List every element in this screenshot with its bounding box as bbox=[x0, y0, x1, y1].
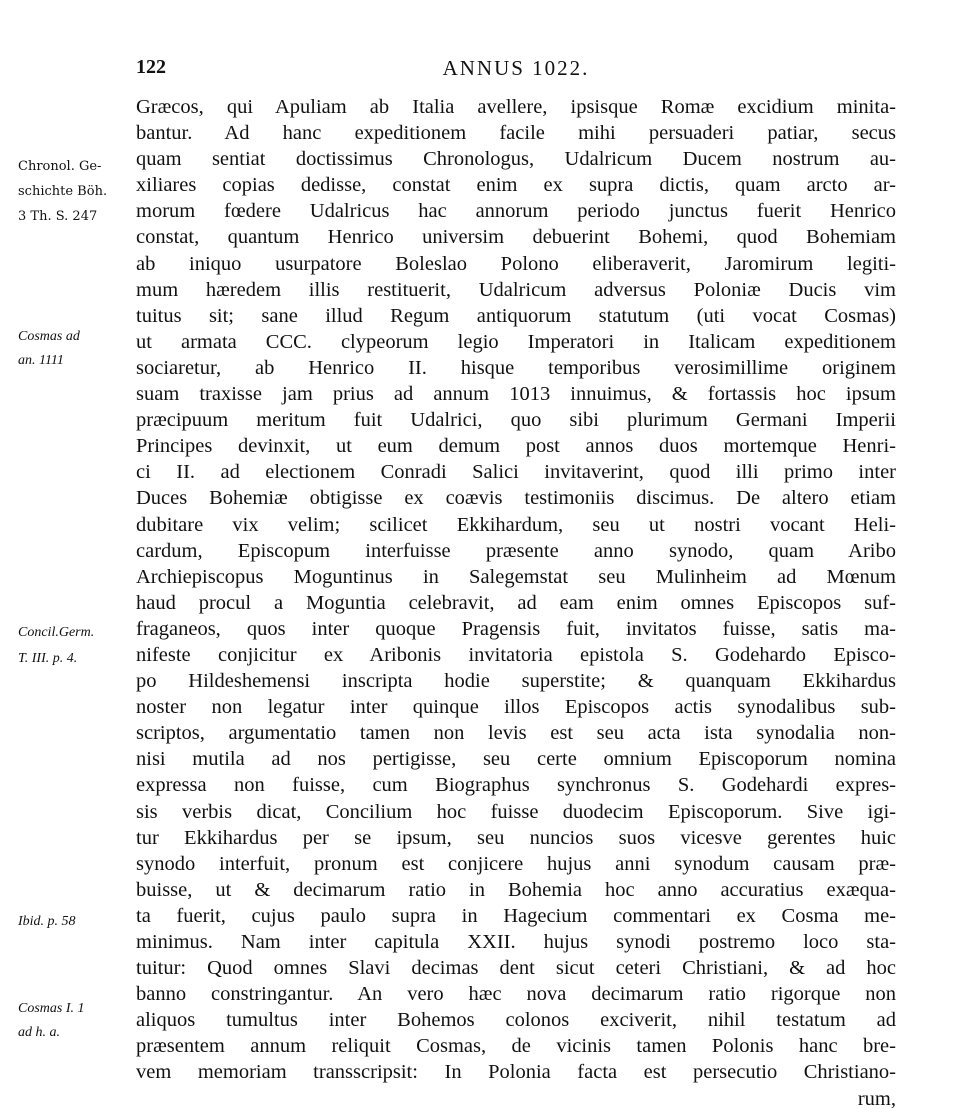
text-line: cardum, Episcopum interfuisse præsente anno synodo, quam Aribo bbox=[136, 539, 896, 562]
text-line: bantur. Ad hanc expeditionem facile mihi persuaderi patiar, secus bbox=[136, 122, 896, 145]
margin-note: Chronol. Ge- bbox=[18, 159, 102, 174]
running-head: ANNUS 1022. bbox=[442, 56, 590, 80]
text-line: expressa non fuisse, cum Biographus synchronus S. Godehardi expres- bbox=[136, 774, 896, 797]
text-line: aliquos tumultus inter Bohemos colonos exciverit, nihil testatum ad bbox=[136, 1009, 896, 1032]
text-line: præcipuum meritum fuit Udalrici, quo sibi plurimum Germani Imperii bbox=[136, 409, 896, 432]
text-line: xiliares copias dedisse, constat enim ex supra dictis, quam arcto ar- bbox=[136, 174, 896, 197]
text-line: fraganeos, quos inter quoque Pragensis fuit, invitatos fuisse, satis ma- bbox=[136, 617, 896, 640]
text-line: Principes devinxit, ut eum demum post annos duos mortemque Henri- bbox=[136, 435, 896, 458]
margin-note: Concil.Germ. bbox=[18, 625, 95, 640]
margin-note: schichte Böh. bbox=[18, 184, 108, 199]
text-line: nisi mutila ad nos pertigisse, seu certe omnium Episcoporum nomina bbox=[136, 748, 896, 771]
text-line: vem memoriam transscripsit: In Polonia facta est persecutio Christiano- bbox=[136, 1061, 896, 1084]
text-line: constat, quantum Henrico universim debuerint Bohemi, quod Bohemiam bbox=[136, 226, 896, 249]
text-line: suam traxisse jam prius ad annum 1013 innuimus, & fortassis hoc ipsum bbox=[136, 383, 896, 406]
text-line: ut armata CCC. clypeorum legio Imperatori in Italicam expeditionem bbox=[136, 330, 896, 353]
text-line: ab iniquo usurpatore Boleslao Polono eliberaverit, Jaromirum legiti- bbox=[136, 252, 896, 275]
text-line: ci II. ad electionem Conradi Salici invitaverint, quod illi primo inter bbox=[136, 461, 896, 484]
text-line: minimus. Nam inter capitula XXII. hujus synodi postremo loco sta- bbox=[136, 931, 896, 953]
text-line: quam sentiat doctissimus Chronologus, Udalricum Ducem nostrum au- bbox=[136, 148, 896, 171]
margin-note: ad h. a. bbox=[18, 1025, 60, 1040]
text-line: synodo interfuit, pronum est conjicere hujus anni synodum causam præ- bbox=[136, 852, 896, 875]
text-line: sis verbis dicat, Concilium hoc fuisse duodecim Episcoporum. Sive igi- bbox=[136, 800, 896, 823]
text-line: sociaretur, ab Henrico II. hisque temporibus verosimillime originem bbox=[136, 356, 896, 379]
text-line: tuitus sit; sane illud Regum antiquorum statutum (uti vocat Cosmas) bbox=[136, 304, 896, 327]
text-line: noster non legatur inter quinque illos Episcopos actis synodalibus sub- bbox=[136, 696, 896, 719]
text-line: dubitare vix velim; scilicet Ekkihardum, seu ut nostri vocant Heli- bbox=[136, 513, 896, 536]
margin-note: Cosmas ad bbox=[18, 329, 80, 344]
text-line: buisse, ut & decimarum ratio in Bohemia hoc anno accuratius exæqua- bbox=[136, 878, 896, 901]
text-line: Duces Bohemiæ obtigisse ex coævis testimoniis discimus. De altero etiam bbox=[136, 487, 896, 510]
body-text bbox=[136, 94, 896, 1112]
margin-notes bbox=[0, 0, 130, 1110]
text-line: nifeste conjicitur ex Aribonis invitatoria epistola S. Godehardo Episco- bbox=[136, 643, 896, 666]
text-line: tuitur: Quod omnes Slavi decimas dent sicut ceteri Christiani, & ad hoc bbox=[136, 957, 896, 980]
text-line: mum hæredem illis restituerit, Udalricum adversus Poloniæ Ducis vim bbox=[136, 278, 896, 301]
text-line: morum fœdere Udalricus hac annorum periodo junctus fuerit Henrico bbox=[136, 200, 896, 223]
text-line: rum, bbox=[857, 1087, 896, 1110]
text-line: haud procul a Moguntia celebravit, ad eam enim omnes Episcopos suf- bbox=[136, 591, 896, 614]
page-header bbox=[136, 56, 896, 86]
text-line: ta fuerit, cujus paulo supra in Hagecium commentari ex Cosma me- bbox=[136, 904, 896, 927]
margin-note: an. 1111 bbox=[18, 353, 64, 368]
text-line: Græcos, qui Apuliam ab Italia avellere, ipsisque Romæ excidium minita- bbox=[136, 96, 896, 118]
text-line: tur Ekkihardus per se ipsum, seu nuncios suos vicesve gerentes huic bbox=[136, 826, 896, 849]
page-number: 122 bbox=[136, 56, 166, 78]
margin-note: T. III. p. 4. bbox=[18, 651, 78, 666]
margin-note: Cosmas I. 1 bbox=[18, 1001, 85, 1016]
text-line: scriptos, argumentatio tamen non levis est seu acta ista synodalia non- bbox=[136, 722, 896, 745]
margin-note: 3 Th. S. 247 bbox=[18, 209, 98, 224]
text-line: po Hildeshemensi inscripta hodie superstite; & quanquam Ekkihardus bbox=[136, 670, 896, 693]
text-line: præsentem annum reliquit Cosmas, de vicinis tamen Polonis hanc bre- bbox=[136, 1035, 896, 1058]
text-line: banno constringantur. An vero hæc nova decimarum ratio rigorque non bbox=[136, 983, 896, 1006]
text-line: Archiepiscopus Moguntinus in Salegemstat seu Mulinheim ad Mœnum bbox=[136, 565, 896, 588]
margin-note: Ibid. p. 58 bbox=[18, 914, 76, 929]
